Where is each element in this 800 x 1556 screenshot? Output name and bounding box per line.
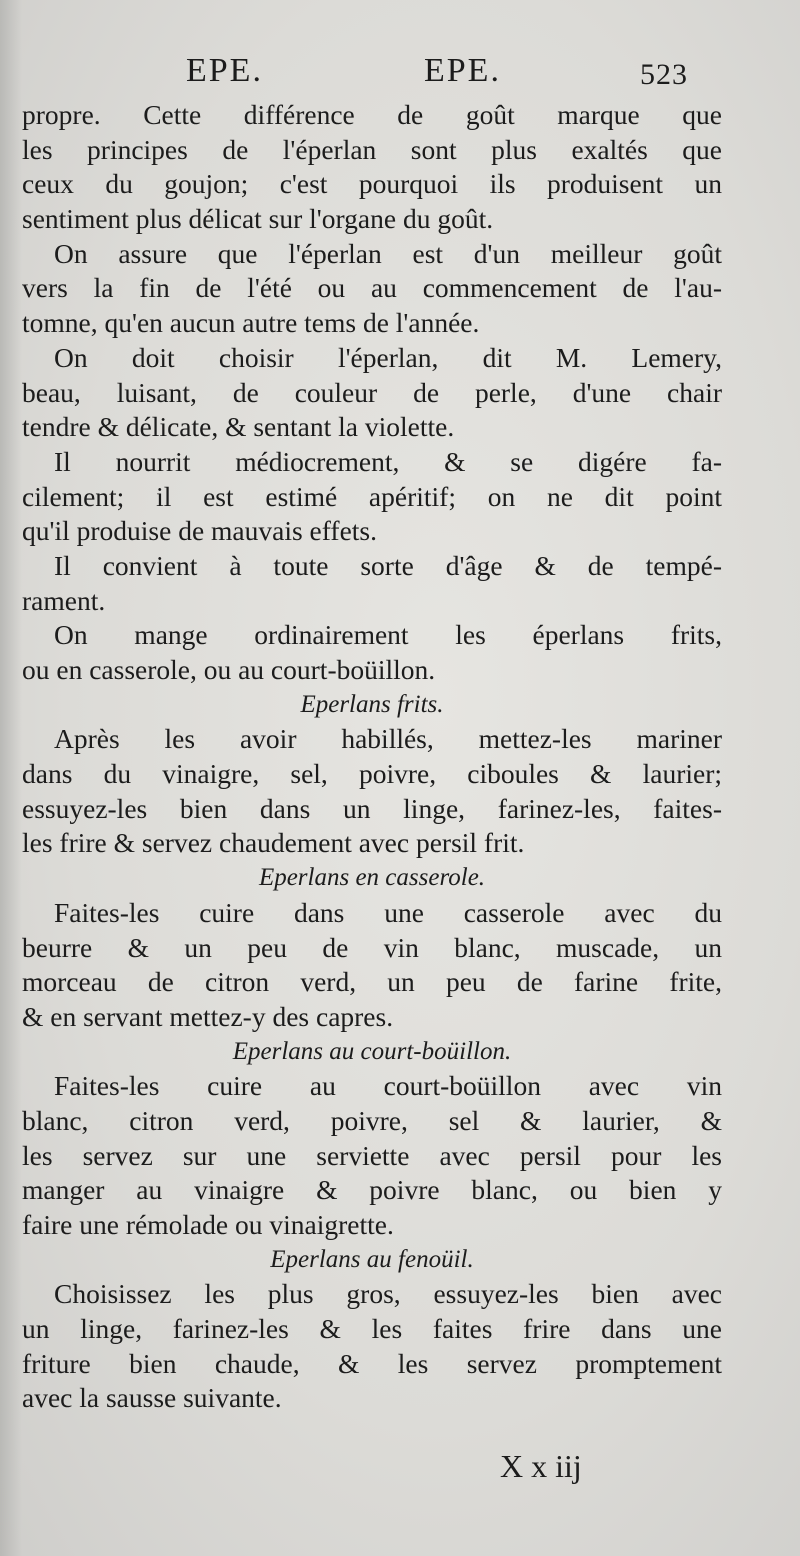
text-line: Faites-les cuire dans une casserole avec du bbox=[54, 896, 722, 928]
section-heading: Eperlans en casserole. bbox=[258, 864, 486, 892]
section-heading: Eperlans au fenoüil. bbox=[270, 1245, 474, 1273]
text-line: sentiment plus délicat sur l'organe du goût. bbox=[22, 203, 494, 235]
text-line: blanc, citron verd, poivre, sel & laurier, & bbox=[22, 1104, 722, 1136]
text-line: dans du vinaigre, sel, poivre, ciboules & laurier; bbox=[22, 758, 722, 790]
text-line: avec la sausse suivante. bbox=[22, 1382, 282, 1414]
text-line: Choisissez les plus gros, essuyez-les bien avec bbox=[54, 1278, 722, 1310]
body-text bbox=[22, 98, 722, 1416]
text-line: On mange ordinairement les éperlans frits, bbox=[54, 619, 722, 651]
section-heading: Eperlans frits. bbox=[300, 690, 444, 718]
text-line: beau, luisant, de couleur de perle, d'une chair bbox=[22, 376, 722, 408]
text-line: propre. Cette différence de goût marque que bbox=[22, 99, 722, 130]
page-number: 523 bbox=[640, 58, 688, 91]
header-center-word: EPE. bbox=[424, 52, 501, 89]
text-line: qu'il produise de mauvais effets. bbox=[22, 515, 377, 547]
text-line: On doit choisir l'éperlan, dit M. Lemery, bbox=[54, 341, 722, 373]
text-line: ceux du goujon; c'est pourquoi ils produisent un bbox=[22, 168, 722, 200]
text-line: Faites-les cuire au court-boüillon avec vin bbox=[54, 1070, 722, 1102]
text-line: Après les avoir habillés, mettez-les mariner bbox=[54, 723, 722, 755]
text-line: beurre & un peu de vin blanc, muscade, un bbox=[22, 931, 722, 963]
text-line: friture bien chaude, & les servez promptement bbox=[22, 1347, 722, 1379]
text-line: morceau de citron verd, un peu de farine frite, bbox=[22, 966, 722, 998]
text-line: essuyez-les bien dans un linge, farinez-les, faites- bbox=[22, 792, 722, 824]
signature-mark: X x iij bbox=[500, 1448, 582, 1484]
page-gutter-shadow bbox=[0, 0, 22, 1556]
text-line: les servez sur une serviette avec persil pour les bbox=[22, 1139, 722, 1171]
text-line: tomne, qu'en aucun autre tems de l'année. bbox=[22, 307, 480, 339]
text-line: cilement; il est estimé apéritif; on ne dit point bbox=[22, 480, 722, 512]
text-line: Il convient à toute sorte d'âge & de tempé- bbox=[54, 549, 722, 581]
header-left-word: EPE. bbox=[186, 52, 263, 89]
text-line: tendre & délicate, & sentant la violette. bbox=[22, 411, 455, 443]
text-line: les frire & servez chaudement avec persil frit. bbox=[22, 827, 525, 859]
text-line: un linge, farinez-les & les faites frire dans une bbox=[22, 1313, 722, 1345]
text-line: faire une rémolade ou vinaigrette. bbox=[22, 1209, 394, 1240]
text-line: manger au vinaigre & poivre blanc, ou bien y bbox=[22, 1174, 722, 1206]
text-line: & en servant mettez-y des capres. bbox=[22, 1000, 394, 1032]
text-line: Il nourrit médiocrement, & se digére fa- bbox=[54, 445, 722, 477]
text-line: ou en casserole, ou au court-boüillon. bbox=[22, 654, 436, 685]
text-line: rament. bbox=[22, 584, 106, 616]
running-header bbox=[0, 52, 800, 92]
section-heading: Eperlans au court-boüillon. bbox=[232, 1037, 512, 1065]
text-line: les principes de l'éperlan sont plus exaltés que bbox=[22, 133, 722, 165]
text-line: On assure que l'éperlan est d'un meilleur goût bbox=[54, 237, 722, 269]
text-line: vers la fin de l'été ou au commencement de l'au- bbox=[22, 272, 722, 304]
